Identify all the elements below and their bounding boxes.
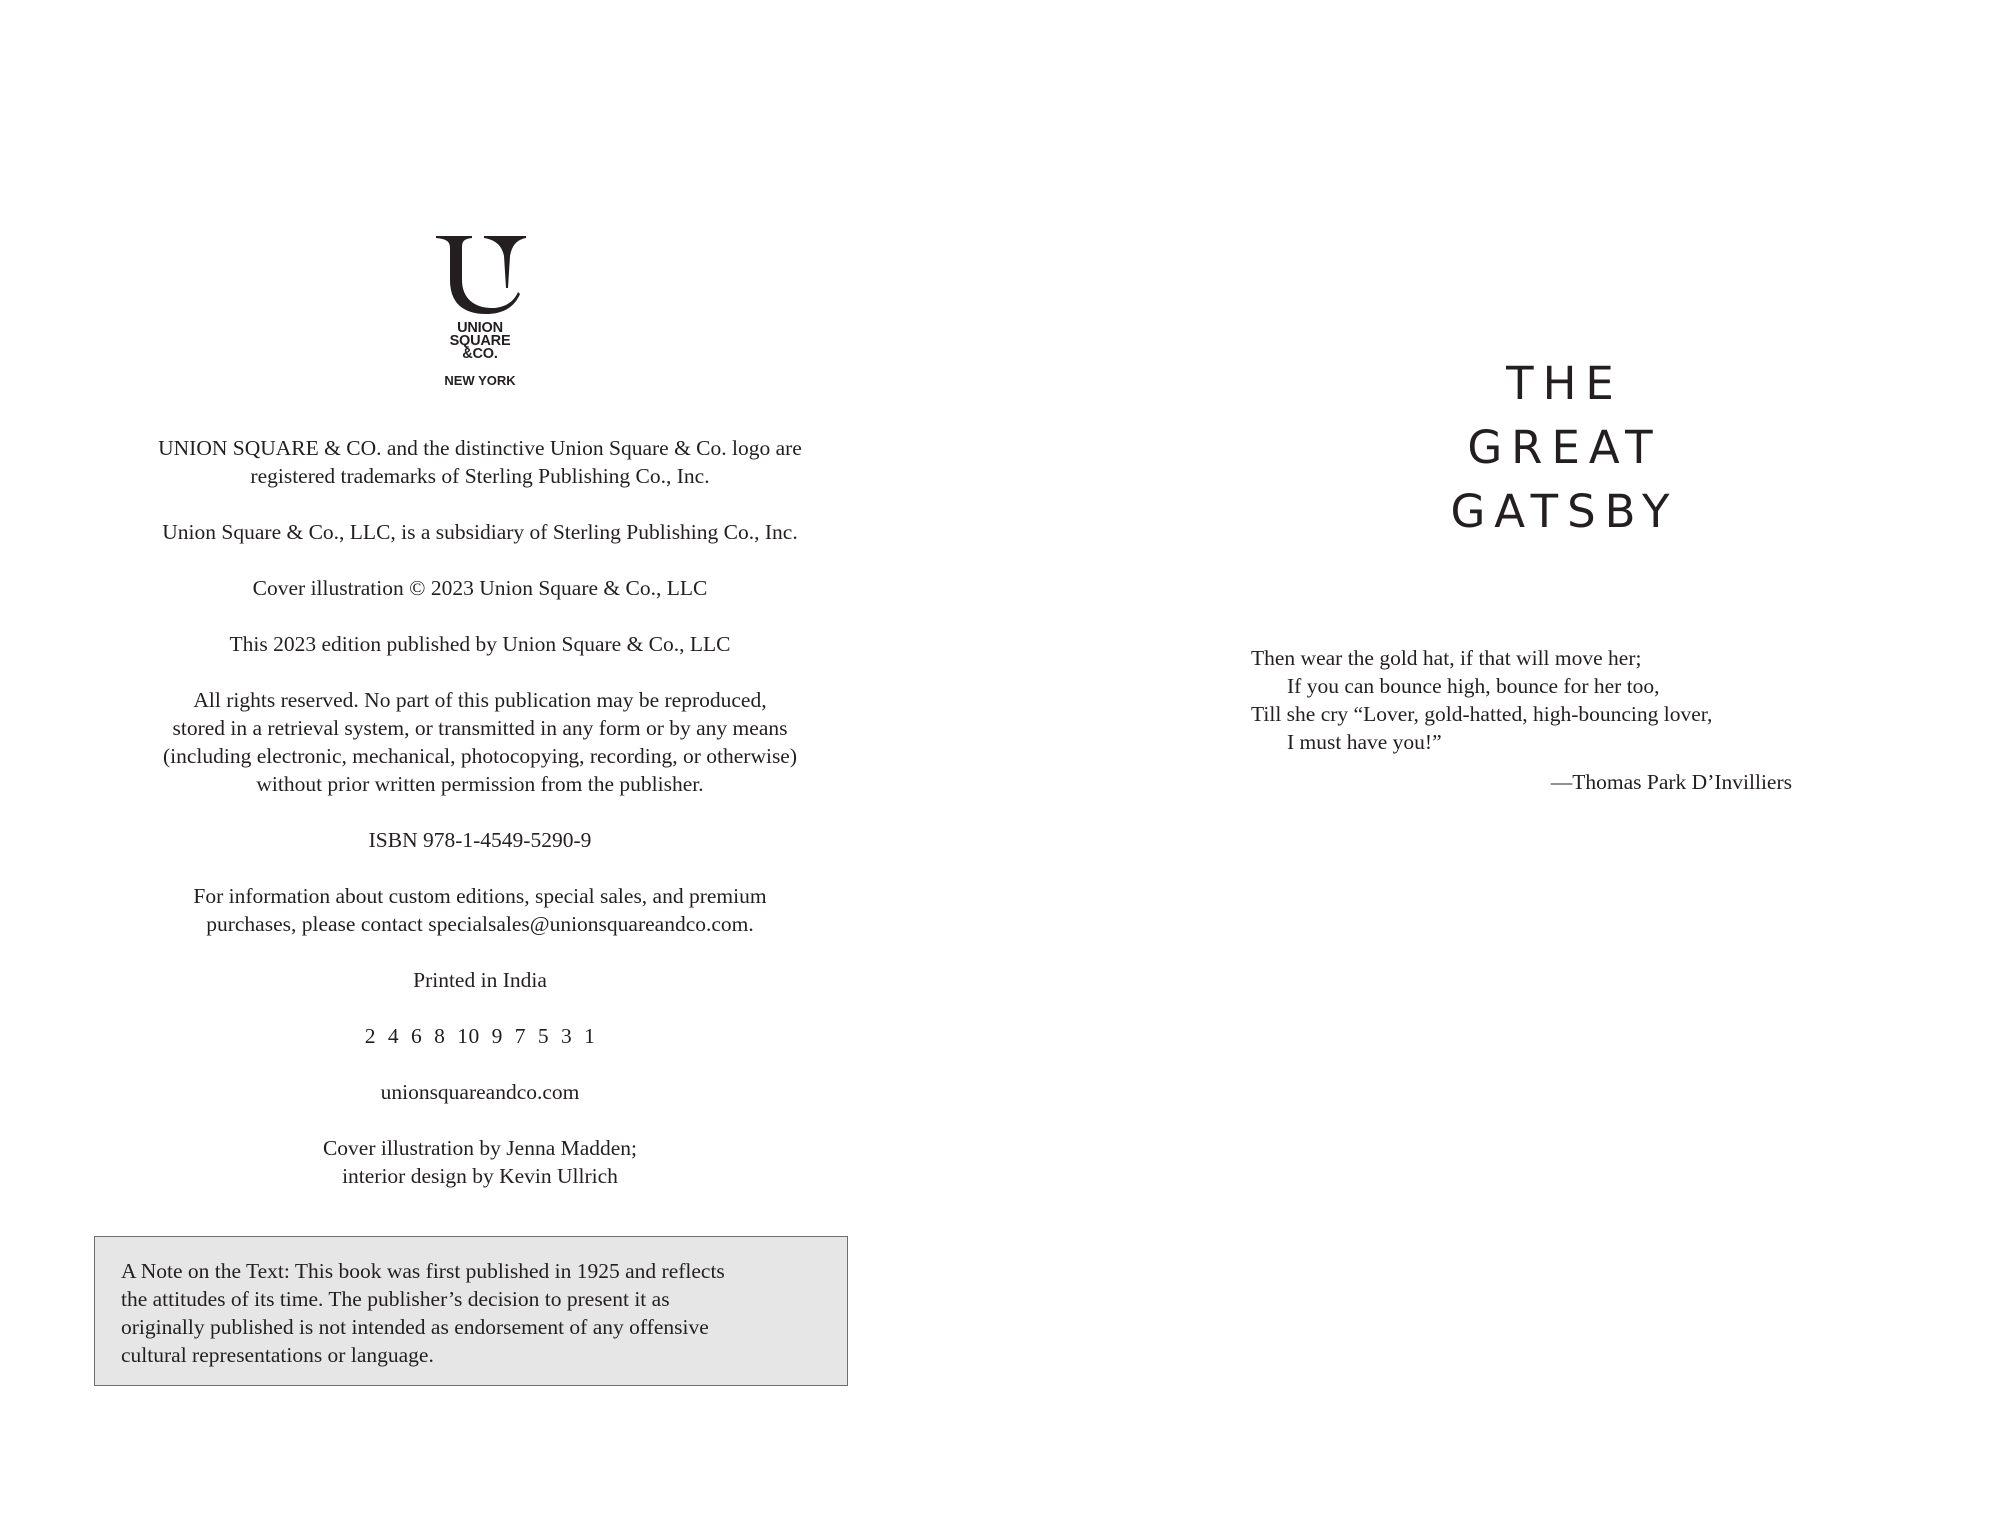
text-line: Printed in India <box>413 968 547 992</box>
printed-in <box>80 966 880 994</box>
epigraph-line: Till she cry “Lover, gold-hatted, high-bouncing lover, <box>1251 702 1713 726</box>
publisher-logo <box>420 232 540 402</box>
text-line: Union Square & Co., LLC, is a subsidiary of Sterling Publishing Co., Inc. <box>162 520 798 544</box>
text-line: originally published is not intended as endorsement of any offensive <box>121 1315 709 1339</box>
trademark-notice <box>80 434 880 490</box>
text-line: cultural representations or language. <box>121 1343 434 1367</box>
text-line: registered trademarks of Sterling Publishing Co., Inc. <box>250 464 710 488</box>
rights-reserved <box>80 686 880 798</box>
title-line: GATSBY <box>1450 485 1679 538</box>
book-title <box>1420 352 1700 544</box>
isbn <box>80 826 880 854</box>
text-line: For information about custom editions, special sales, and premium <box>193 884 767 908</box>
epigraph-line: Then wear the gold hat, if that will move her; <box>1251 646 1642 670</box>
text-line: A Note on the Text: This book was first published in 1925 and reflects <box>121 1259 725 1283</box>
logo-city: NEW YORK <box>444 373 516 388</box>
epigraph <box>1251 644 1811 756</box>
text-line: interior design by Kevin Ullrich <box>342 1164 618 1188</box>
text-line: UNION SQUARE & CO. and the distinctive Union Square & Co. logo are <box>158 436 802 460</box>
text-line: 2 4 6 8 10 9 7 5 3 1 <box>364 1024 596 1048</box>
title-page <box>1000 0 2000 1524</box>
logo-wordmark <box>420 322 540 361</box>
epigraph-line: If you can bounce high, bounce for her too, <box>1287 674 1660 698</box>
edition-notice <box>80 630 880 658</box>
text-line: without prior written permission from the publisher. <box>256 772 704 796</box>
epigraph-attribution: —Thomas Park D’Invilliers <box>1550 770 1792 794</box>
copyright-page <box>0 0 942 1524</box>
logo-wordmark-line: &CO. <box>462 346 498 362</box>
copyright-text <box>80 434 880 1218</box>
special-sales-notice <box>80 882 880 938</box>
logo-wordmark-line: UNION <box>457 320 503 336</box>
epigraph-line: I must have you!” <box>1287 730 1442 754</box>
title-line: GREAT <box>1467 421 1662 474</box>
text-line: Cover illustration © 2023 Union Square & Co., LLC <box>252 576 708 600</box>
text-line: ISBN 978-1-4549-5290-9 <box>368 828 592 852</box>
text-line: All rights reserved. No part of this publication may be reproduced, <box>193 688 767 712</box>
text-line: This 2023 edition published by Union Square & Co., LLC <box>229 632 731 656</box>
text-line: (including electronic, mechanical, photocopying, recording, or otherwise) <box>162 744 798 768</box>
title-line: THE <box>1506 357 1623 410</box>
subsidiary-notice <box>80 518 880 546</box>
text-line: the attitudes of its time. The publisher’s decision to present it as <box>121 1287 670 1311</box>
text-line: purchases, please contact specialsales@unionsquareandco.com. <box>206 912 754 936</box>
design-credits <box>80 1134 880 1190</box>
cover-copyright <box>80 574 880 602</box>
union-square-u-logo-icon <box>434 232 526 314</box>
text-line: stored in a retrieval system, or transmitted in any form or by any means <box>172 716 788 740</box>
text-line: Cover illustration by Jenna Madden; <box>322 1136 638 1160</box>
publisher-website <box>80 1078 880 1106</box>
text-line: unionsquareandco.com <box>380 1080 580 1104</box>
note-on-text-box <box>94 1236 848 1386</box>
printer-key <box>80 1022 880 1050</box>
logo-wordmark-line: SQUARE <box>449 333 511 349</box>
